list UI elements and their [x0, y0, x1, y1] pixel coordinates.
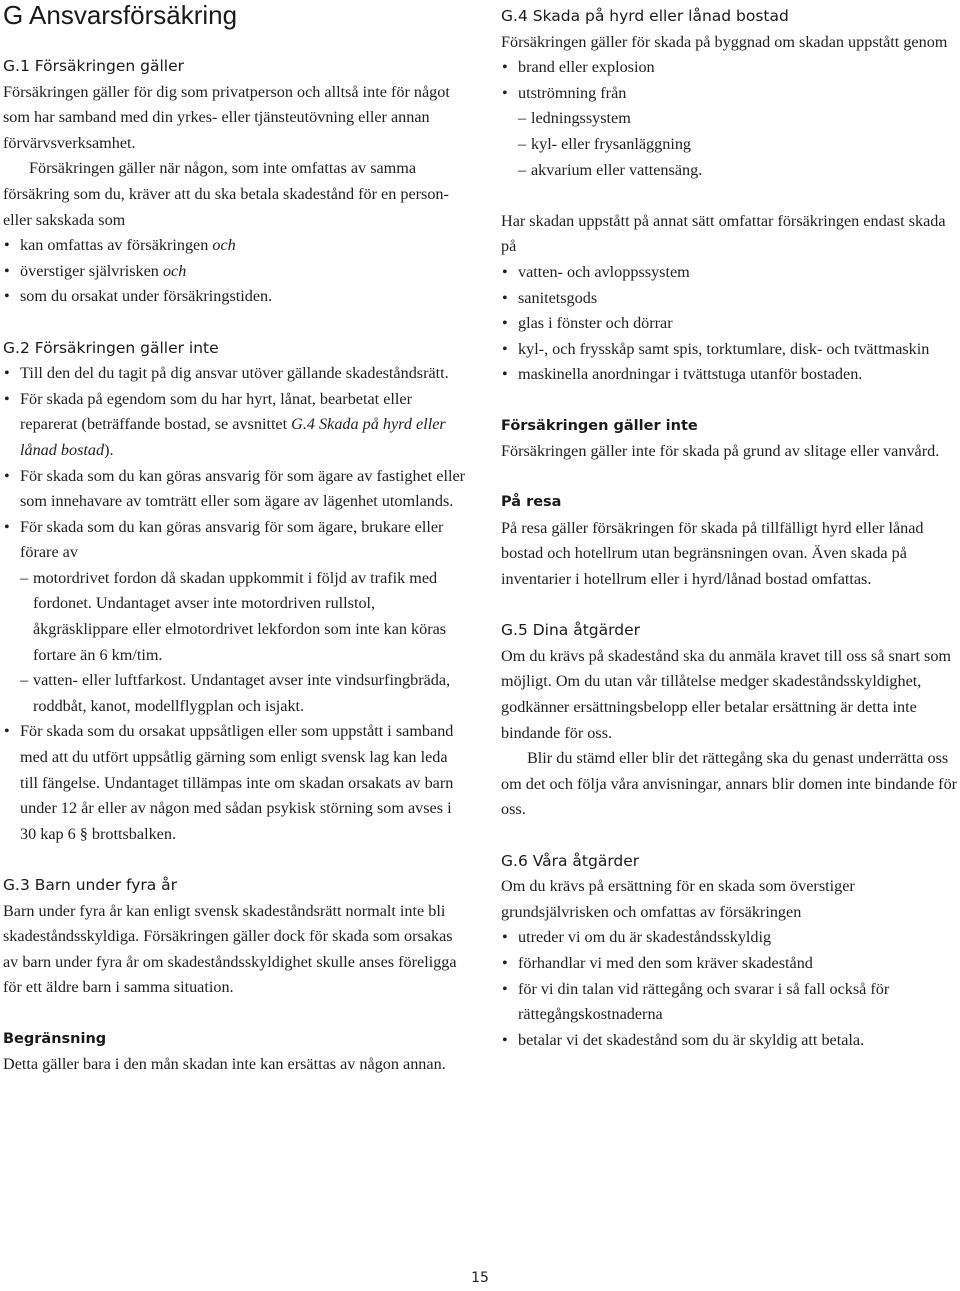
left-column [3, 0, 468, 1078]
page-number: 15 [471, 1270, 489, 1286]
section-g4-list1 [501, 55, 959, 106]
section-g6-list [501, 925, 959, 1053]
section-g5-para1: Om du krävs på skadestånd ska du anmäla kravet till oss så snart som möjligt. Om du utan vår tillåtelse medger skadeståndsskyldighet, godkänner ersättningsbelopp eller betalar ersättning är detta inte bindande för oss. [501, 646, 952, 742]
section-g3-subpara: Detta gäller bara i den mån skadan inte kan ersättas av någon annan. [3, 1055, 446, 1074]
section-g4-para2: Har skadan uppstått på annat sätt omfattar försäkringen endast skada på [501, 211, 946, 256]
section-g4-subheading1: Försäkringen gäller inte [501, 417, 698, 434]
list-item: • kyl-, och frysskåp samt spis, torktumlare, disk- och tvättmaskin [501, 337, 959, 363]
section-g6-para: Om du krävs på ersättning för en skada som överstiger grundsjälvrisken och omfattas av försäkringen [501, 877, 855, 921]
list-item: • utreder vi om du är skadeståndsskyldig [501, 925, 959, 951]
sub-list-item: – motordrivet fordon då skadan uppkommit i följd av trafik med fordonet. Undantaget avser inte motordriven rullstol, åkgräsklippare eller elmotordrivet lekfordon som inte kan köras fortare än 6 km/tim. [20, 566, 468, 668]
list-item: • för vi din talan vid rättegång och svarar i så fall också för rättegångskostnaderna [501, 977, 959, 1028]
section-g1-heading: G.1 Försäkringen gäller [3, 57, 184, 75]
list-item: • maskinella anordningar i tvättstuga utanför bostaden. [501, 362, 959, 388]
list-item: • sanitetsgods [501, 286, 959, 312]
section-g1-para2: Försäkringen gäller när någon, som inte omfattas av samma försäkring som du, kräver att du ska betala skadestånd för en person- eller sakskada som [3, 159, 449, 229]
sub-list-item: – kyl- eller frysanläggning [518, 132, 959, 158]
list-item: • brand eller explosion [501, 55, 959, 81]
section-g4-list2 [501, 260, 959, 388]
sub-list-item: – ledningssystem [518, 106, 959, 132]
list-item: • som du orsakat under försäkringstiden. [3, 284, 468, 310]
section-g6-heading: G.6 Våra åtgärder [501, 851, 640, 870]
cross-reference: G.4 Skada på hyrd eller lånad bostad [20, 415, 446, 459]
section-g3-subheading: Begränsning [3, 1030, 107, 1047]
section-g4-heading: G.4 Skada på hyrd eller lånad bostad [501, 7, 789, 25]
right-column [501, 0, 959, 1053]
page-title: G Ansvarsförsäkring [3, 0, 238, 30]
list-item: • För skada som du orsakat uppsåtligen eller som uppstått i samband med att du utfört uppsåtlig gärning som enligt svensk lag kan leda till fängelse. Undantaget tillämpas inte om skadan orsakats av barn under 12 år eller av någon med sådan psykisk störning som avses i 30 kap 6 § brottsbalken. [3, 719, 468, 847]
list-item: • För skada som du kan göras ansvarig för som ägare, brukare eller förare av – motordrivet fordon då skadan uppkommit i följd av trafik med fordonet. Undantaget avser inte motordriven rullstol, åkgräsklippare eller elmotordrivet lekfordon som inte kan köras fortare än 6 km/tim. – vatten- eller luftfarkost. Undantaget avser inte vindsurfingbräda, roddbåt, kanot, modellflygplan och isjakt. [3, 515, 468, 720]
section-g2-heading: G.2 Försäkringen gäller inte [3, 338, 219, 357]
section-g3-para: Barn under fyra år kan enligt svensk skadeståndsrätt normalt inte bli skadeståndsskyldiga. Försäkringen gäller dock för skada som orsakas av barn under fyra år om skadeståndsskyldighet skulle anses föreligga för ett äldre barn i samma situation. [3, 901, 457, 997]
list-item: • glas i fönster och dörrar [501, 311, 959, 337]
section-g3-heading: G.3 Barn under fyra år [3, 876, 178, 894]
list-item: • förhandlar vi med den som kräver skadestånd [501, 951, 959, 977]
section-g4-para1: Försäkringen gäller för skada på byggnad om skadan uppstått genom [501, 32, 948, 51]
list-item: • Till den del du tagit på dig ansvar utöver gällande skadeståndsrätt. [3, 361, 468, 387]
list-item: • För skada på egendom som du har hyrt, lånat, bearbetat eller reparerat (beträffande bostad, se avsnittet G.4 Skada på hyrd eller lånad bostad). [3, 387, 468, 464]
list-item: • vatten- och avloppssystem [501, 260, 959, 286]
list-item: • utströmning från [501, 81, 959, 107]
section-g1-list [3, 233, 468, 310]
list-item: • betalar vi det skadestånd som du är skyldig att betala. [501, 1028, 959, 1054]
sub-list-item: – vatten- eller luftfarkost. Undantaget avser inte vindsurfingbräda, roddbåt, kanot, modellflygplan och isjakt. [20, 668, 468, 719]
section-g4-subheading2: På resa [501, 494, 562, 511]
section-g4-sublist [518, 106, 959, 183]
list-item: • överstiger självrisken och [3, 259, 468, 285]
list-item: • kan omfattas av försäkringen och [3, 233, 468, 259]
section-g2-list [3, 361, 468, 847]
section-g1-para1: Försäkringen gäller för dig som privatperson och alltså inte för något som har samband med din yrkes- eller tjänsteutövning eller annan förvärvsverksamhet. [3, 82, 450, 152]
section-g4-subpara2: På resa gäller försäkringen för skada på tillfälligt hyrd eller lånad bostad och hotellrum utan begränsningen ovan. Även skada på inventarier i hotellrum eller i hyrd/lånad bostad omfattas. [501, 518, 924, 589]
section-g5-para2: Blir du stämd eller blir det rättegång ska du genast underrätta oss om det och följa våra anvisningar, annars blir domen inte bindande för oss. [501, 749, 958, 819]
sub-list-item: – akvarium eller vattensäng. [518, 158, 959, 184]
section-g5-heading: G.5 Dina åtgärder [501, 621, 640, 640]
list-item: • För skada som du kan göras ansvarig för som ägare av fastighet eller som innehavare av tomträtt eller som ägare av lägenhet utomlands. [3, 464, 468, 515]
section-g4-subpara1: Försäkringen gäller inte för skada på grund av slitage eller vanvård. [501, 442, 940, 461]
sub-list [20, 566, 468, 720]
